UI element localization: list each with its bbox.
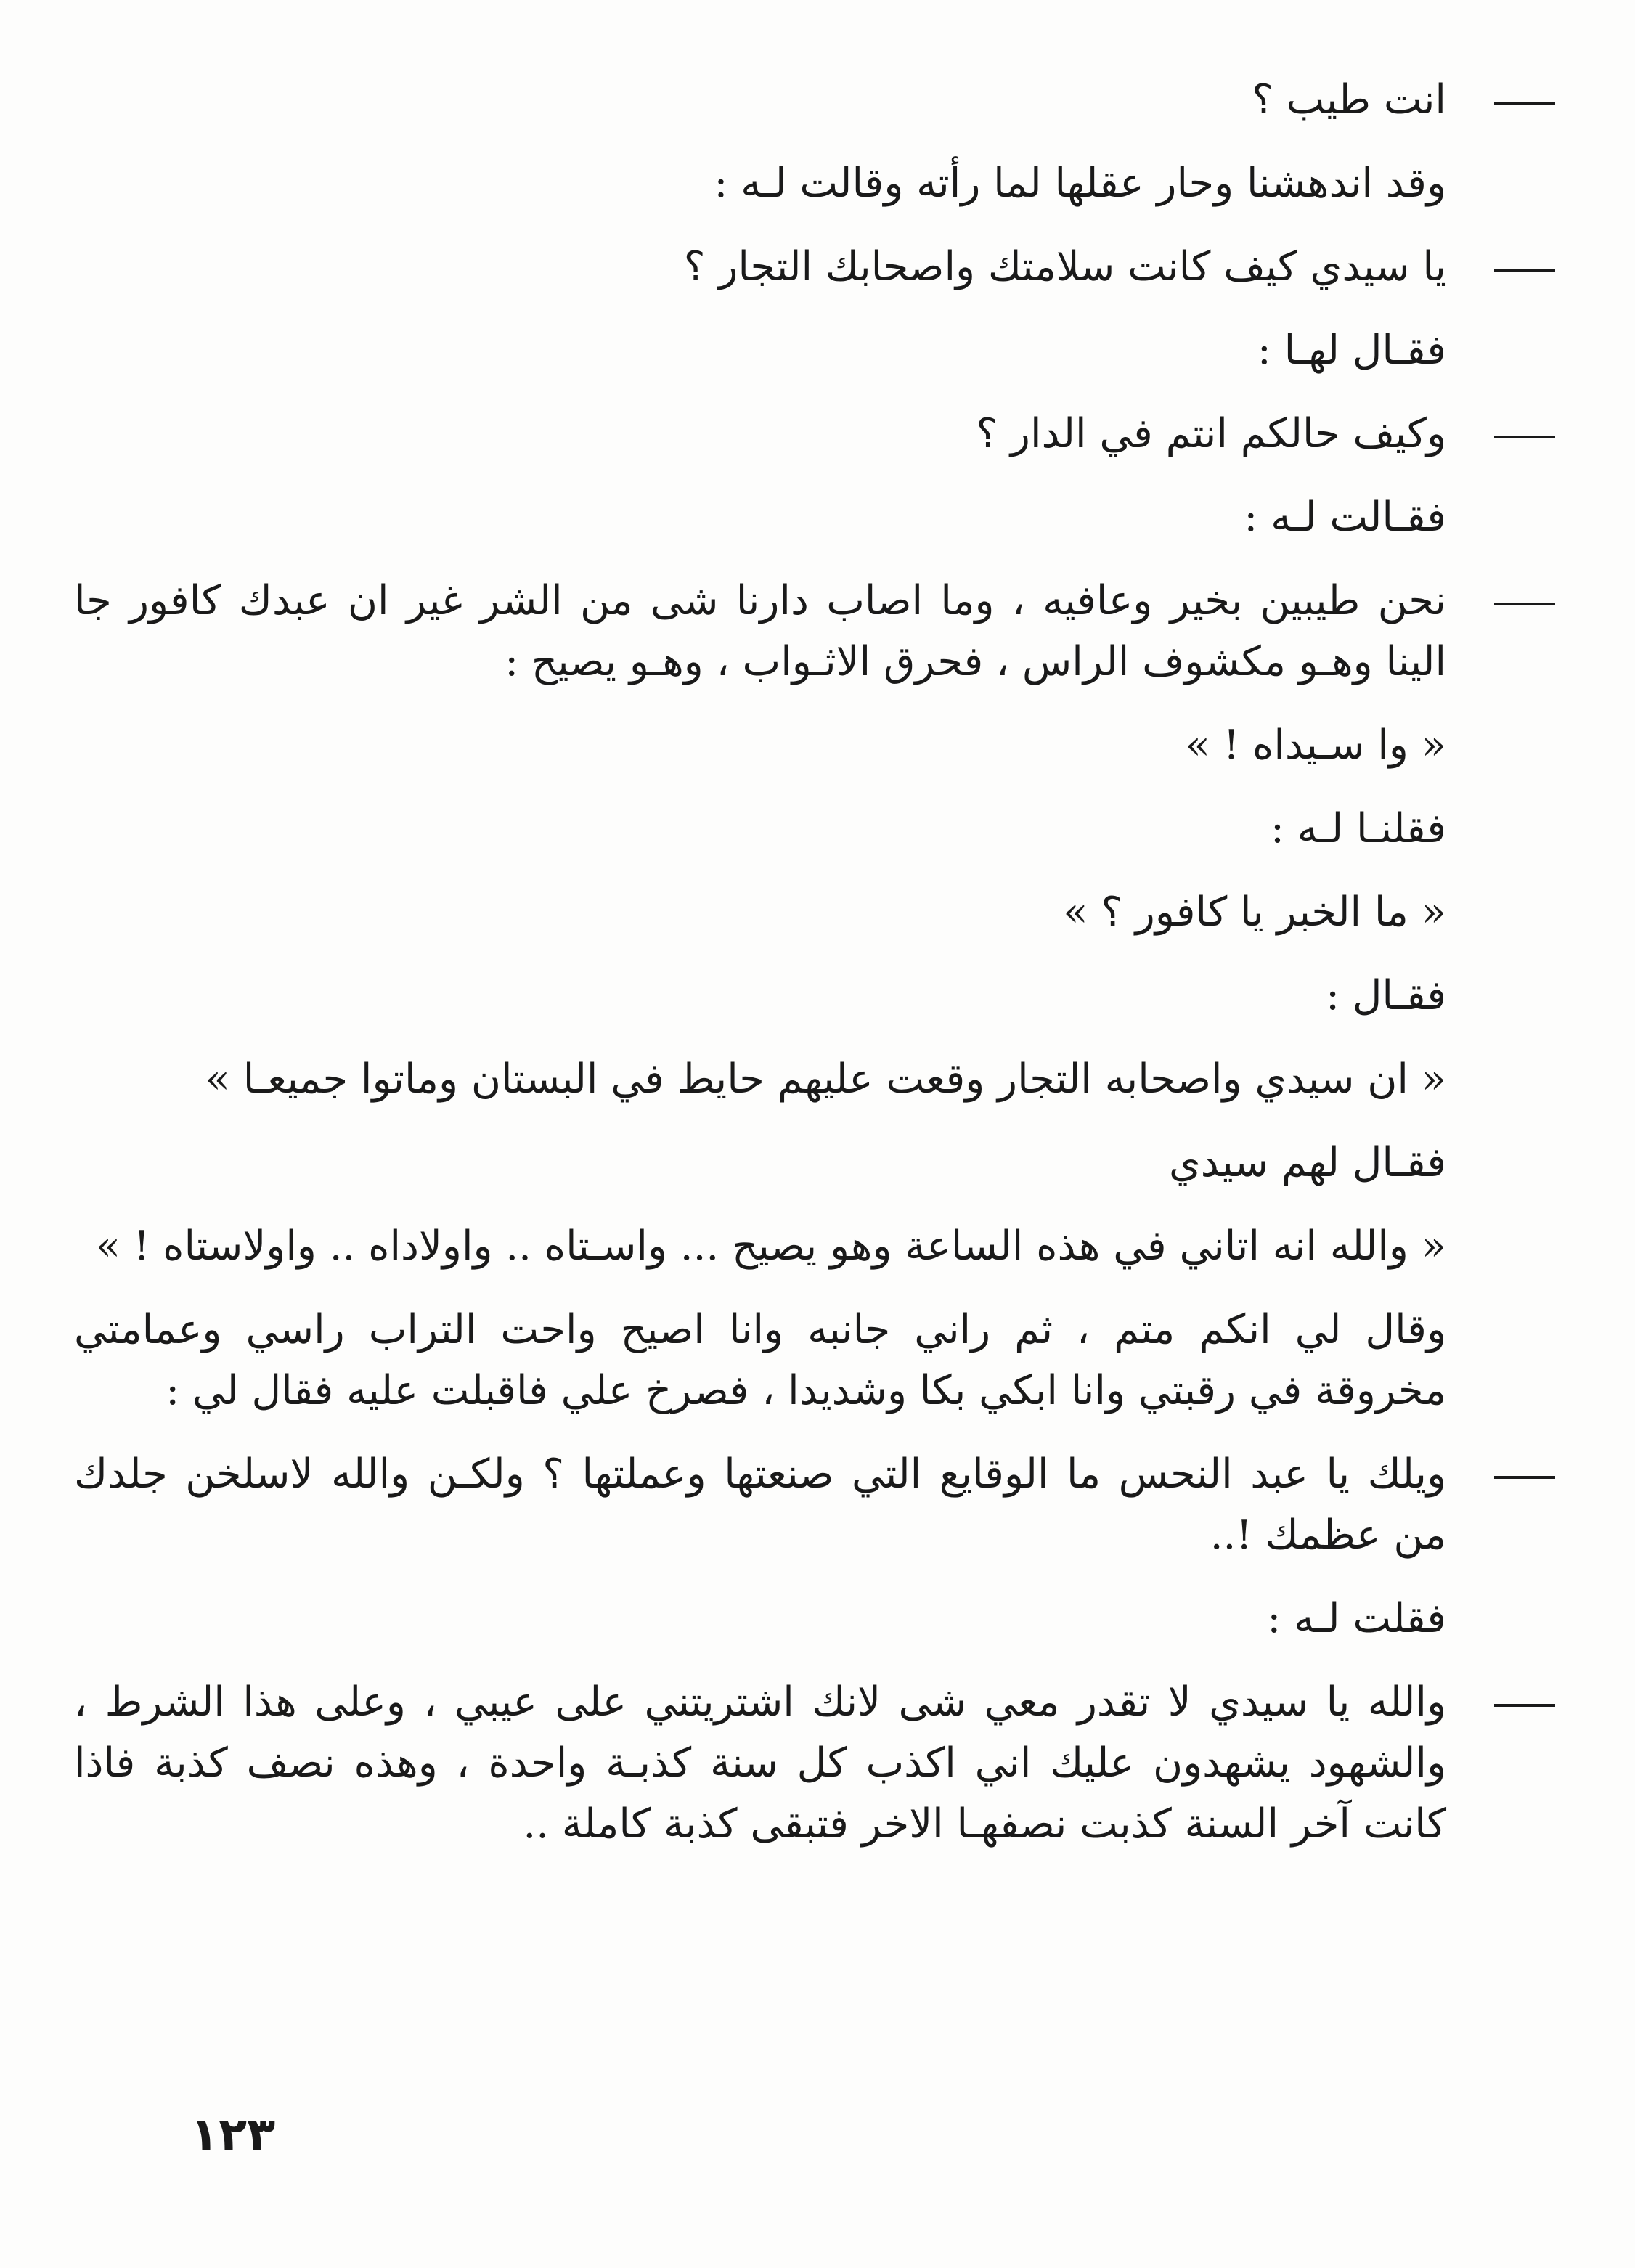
page-body bbox=[74, 70, 1446, 1877]
quote-paragraph bbox=[74, 1216, 1446, 1277]
dialogue-paragraph bbox=[74, 1444, 1446, 1566]
paragraph-text: فقـال : bbox=[1326, 972, 1446, 1019]
narration-paragraph bbox=[74, 1300, 1446, 1421]
paragraph-text: « ان سيدي واصحابه التجار وقعت عليهم حايط في البستان وماتوا جميعـا » bbox=[205, 1056, 1446, 1103]
dialogue-line bbox=[183, 70, 1446, 131]
narration-line bbox=[183, 320, 1446, 381]
paragraph-text: نحن طيبين بخير وعافيه ، وما اصاب دارنا شى من الشر غير ان عبدك كافور جا الينا وهـو مكشوف الراس ، فحرق الاثـواب ، وهـو يصيح : bbox=[74, 577, 1446, 685]
dialogue-dash bbox=[1494, 1476, 1555, 1479]
dialogue-paragraph bbox=[74, 1672, 1446, 1855]
narration-line bbox=[183, 1133, 1446, 1194]
quote-line bbox=[183, 882, 1446, 943]
paragraph-text: فقـال لهـا : bbox=[1257, 327, 1446, 374]
paragraph-text: فقلت لـه : bbox=[1267, 1595, 1446, 1642]
paragraph-text: ويلك يا عبد النحس ما الوقايع التي صنعتها وعملتها ؟ ولكـن والله لاسلخن جلدك من عظمك !.. bbox=[74, 1451, 1446, 1559]
narration-line bbox=[183, 153, 1446, 214]
quote-line bbox=[183, 715, 1446, 776]
paragraph-text: وكيف حالكم انتم في الدار ؟ bbox=[976, 410, 1446, 457]
paragraph-text: فقـال لهم سيدي bbox=[1168, 1139, 1446, 1186]
paragraph-text: انت طيب ؟ bbox=[1252, 76, 1446, 123]
dialogue-dash bbox=[1494, 102, 1555, 105]
paragraph-text: « والله انه اتاني في هذه الساعة وهو يصيح ... واسـتاه .. واولاداه .. واولاستاه ! » bbox=[95, 1223, 1446, 1270]
paragraph-text: فقـالت لـه : bbox=[1244, 494, 1446, 541]
narration-line bbox=[183, 966, 1446, 1027]
paragraph-text: وقال لي انكم متم ، ثم راني جانبه وانا اصيح واحت التراب راسي وعمامتي مخروقة في رقبتي وانا ابكي بكا وشديدا ، فصرخ علي فاقبلت عليه فقال لي : bbox=[74, 1306, 1446, 1414]
paragraph-text: « ما الخبر يا كافور ؟ » bbox=[1063, 889, 1446, 936]
dialogue-dash bbox=[1494, 269, 1555, 272]
paragraph-text: « وا سـيداه ! » bbox=[1185, 722, 1446, 769]
paragraph-text: وقد اندهشنا وحار عقلها لما رأته وقالت لـه : bbox=[714, 160, 1446, 207]
dialogue-dash bbox=[1494, 603, 1555, 605]
dialogue-dash bbox=[1494, 1704, 1555, 1707]
paragraph-text: والله يا سيدي لا تقدر معي شى لانك اشتريتني على عيبي ، وعلى هذا الشرط ، والشهود يشهدون عليك اني اكذب كل سنة كذبـة واحدة ، وهذه نصف كذبة فاذا كانت آخر السنة كذبت نصفهـا الاخر فتبقى كذبة كاملة .. bbox=[74, 1678, 1446, 1848]
narration-line bbox=[183, 1588, 1446, 1649]
page-number: ١٢٣ bbox=[190, 2108, 276, 2162]
dialogue-line bbox=[183, 237, 1446, 298]
paragraph-text: يا سيدي كيف كانت سلامتك واصحابك التجار ؟ bbox=[683, 243, 1446, 290]
dialogue-paragraph bbox=[74, 571, 1446, 693]
dialogue-line bbox=[183, 404, 1446, 465]
paragraph-text: فقلنـا لـه : bbox=[1271, 805, 1446, 852]
quote-paragraph bbox=[74, 1049, 1446, 1110]
dialogue-dash bbox=[1494, 436, 1555, 438]
narration-line bbox=[183, 799, 1446, 860]
narration-line bbox=[183, 487, 1446, 548]
